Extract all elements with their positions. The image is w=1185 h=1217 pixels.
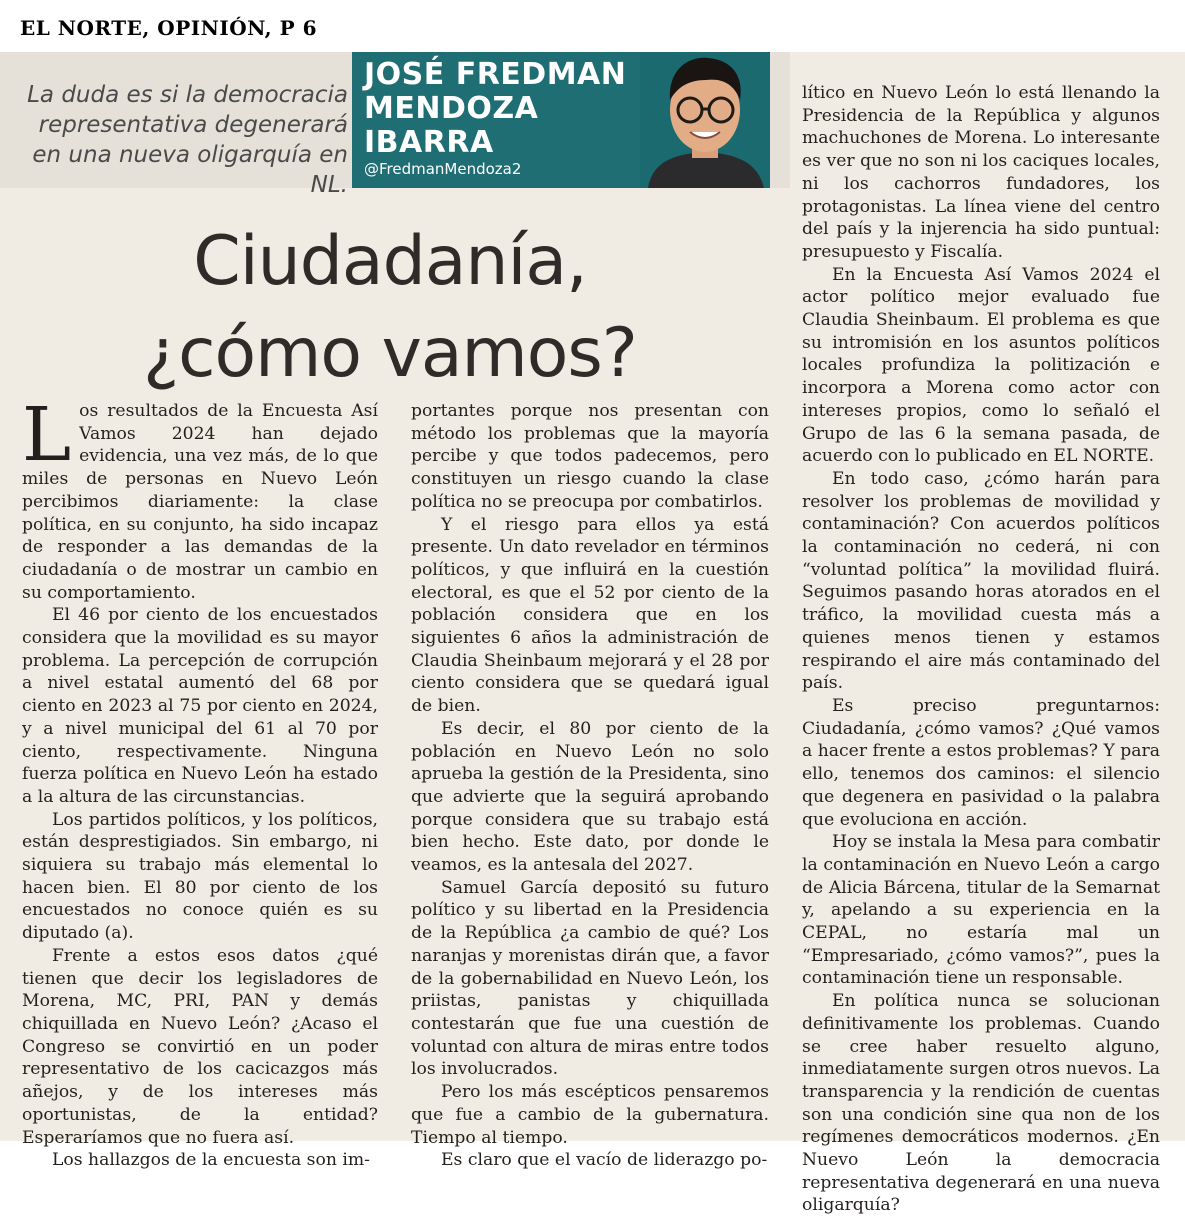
paragraph: En política nunca se solucionan definitivamente los problemas. Cuando se cree haber resuelto alguno, inmediatamente surgen otros nuevos. La transparencia y la rendición de cuentas son una condición sine qua non de los regímenes democráticos modernos. ¿En Nuevo León la democracia representativa degenerará en una nueva oligarquía? <box>802 991 1160 1216</box>
headline-line-2: ¿cómo vamos? <box>143 314 637 393</box>
paragraph: portantes porque nos presentan con método los problemas que la mayoría percibe y que todos padecemos, pero constituyen un riesgo cuando la clase política no se preocupa por combatirlos. <box>411 401 769 512</box>
author-name-line-3: IBARRA <box>364 125 494 160</box>
paragraph: Es preciso preguntarnos: Ciudadanía, ¿cómo vamos? ¿Qué vamos a hacer frente a estos problemas? Y para ello, tenemos dos caminos: el silencio que degenera en pasividad o la palabra que evoluciona en acción. <box>802 695 1160 830</box>
paragraph <box>22 392 378 604</box>
paragraph: Hoy se instala la Mesa para combatir la contaminación en Nuevo León a cargo de Alicia Bárcena, titular de la Semarnat y, apelando a su experiencia en la CEPAL, no estaría mal un “Empresariado, ¿cómo vamos?”, pues la contaminación tiene un responsable. <box>802 832 1160 989</box>
paragraph: Es decir, el 80 por ciento de la población en Nuevo León no solo aprueba la gestión de la Presidenta, sino que advierte que la seguirá aprobando porque considera que su trabajo está bien hecho. Este dato, por donde le veamos, es la antesala del 2027. <box>411 718 769 876</box>
paragraph: Frente a estos esos datos ¿qué tienen que decir los legisladores de Morena, MC, PRI, PAN y demás chiquillada en Nuevo León? ¿Acaso el Congreso se convirtió en un poder representativo de los cacicazgos más añejos, y de los intereses más oportunistas, de la entidad? Esperaríamos que no fuera así. <box>22 945 378 1148</box>
paragraph: En todo caso, ¿cómo harán para resolver los problemas de movilidad y contaminación? Con acuerdos políticos la contaminación no cederá, ni con “voluntad política” la movilidad fluirá. Seguimos pasando horas atorados en el tráfico, la movilidad cuesta más a quienes menos tienen y estamos respirando el aire más contaminado del país. <box>802 468 1160 694</box>
paragraph: Samuel García depositó su futuro político y su libertad en la Presidencia de la República ¿a cambio de qué? Los naranjas y morenistas dirán que, a favor de la gobernabilidad en Nuevo León, los priistas, panistas y chiquillada contestarán que fue una cuestión de voluntad con altura de miras entre todos los involucrados. <box>411 877 769 1080</box>
drop-cap: L <box>22 392 72 478</box>
article-headline <box>60 216 720 400</box>
article-column-3 <box>802 82 1160 1217</box>
author-portrait <box>640 52 770 188</box>
author-box <box>352 52 770 188</box>
paragraph: En la Encuesta Así Vamos 2024 el actor político mejor evaluado fue Claudia Sheinbaum. El problema es que su intromisión en los asuntos políticos locales profundiza la politización e incorpora a Morena como actor con intereses propios, como lo señaló el Grupo de las 6 la semana pasada, de acuerdo con lo publicado en EL NORTE. <box>802 264 1160 467</box>
article-column-1 <box>22 392 378 1172</box>
pull-quote: La duda es si la democracia representativa degenerará en una nueva oligarquía en NL. <box>27 82 348 198</box>
paragraph: lítico en Nuevo León lo está llenando la Presidencia de la República y algunos machuchones de Morena. Lo interesante es ver que no son ni los caciques locales, ni los cachorros fundadores, los protagonistas. La línea viene del centro del país y la injerencia ha sido puntual: presupuesto y Fiscalía. <box>802 83 1160 262</box>
paragraph: Los hallazgos de la encuesta son im- <box>52 1150 370 1171</box>
masthead: EL NORTE, OPINIÓN, P 6 <box>20 16 318 40</box>
paragraph: El 46 por ciento de los encuestados considera que la movilidad es su mayor problema. La percepción de corrupción a nivel estatal aumentó del 68 por ciento en 2023 al 75 por ciento en 2024, y a nivel municipal del 61 al 70 por ciento, respectivamente. Ninguna fuerza política en Nuevo León ha estado a la altura de las circunstancias. <box>22 605 378 807</box>
headline-line-1: Ciudadanía, <box>193 222 587 301</box>
author-handle: @FredmanMendoza2 <box>364 160 522 178</box>
paragraph: Los partidos políticos, y los políticos, están desprestigiados. Sin embargo, ni siquiera su trabajo más elemental lo hacen bien. El 80 por ciento de los encuestados no conoce quién es su diputado (a). <box>22 809 378 944</box>
paragraph-text: os resultados de la Encuesta Así Vamos 2024 han dejado evidencia, una vez más, de lo que miles de personas en Nuevo León percibimos diariamente: la clase política, en su conjunto, ha sido incapaz de responder a las demandas de la ciudadanía o de mostrar un cambio en su comportamiento. <box>22 401 378 603</box>
article-column-2 <box>411 400 769 1172</box>
author-name-line-2: MENDOZA <box>364 91 539 126</box>
author-name <box>364 58 626 160</box>
paragraph: Y el riesgo para ellos ya está presente. Un dato revelador en términos políticos, y que influirá en la cuestión electoral, es que el 52 por ciento de la población considera que en los siguientes 6 años la administración de Claudia Sheinbaum mejorará y el 28 por ciento considera que se quedará igual de bien. <box>411 514 769 717</box>
paragraph: Es claro que el vacío de liderazgo po- <box>441 1150 768 1171</box>
paragraph: Pero los más escépticos pensaremos que fue a cambio de la gubernatura. Tiempo al tiempo. <box>411 1082 769 1148</box>
author-name-line-1: JOSÉ FREDMAN <box>364 57 627 92</box>
